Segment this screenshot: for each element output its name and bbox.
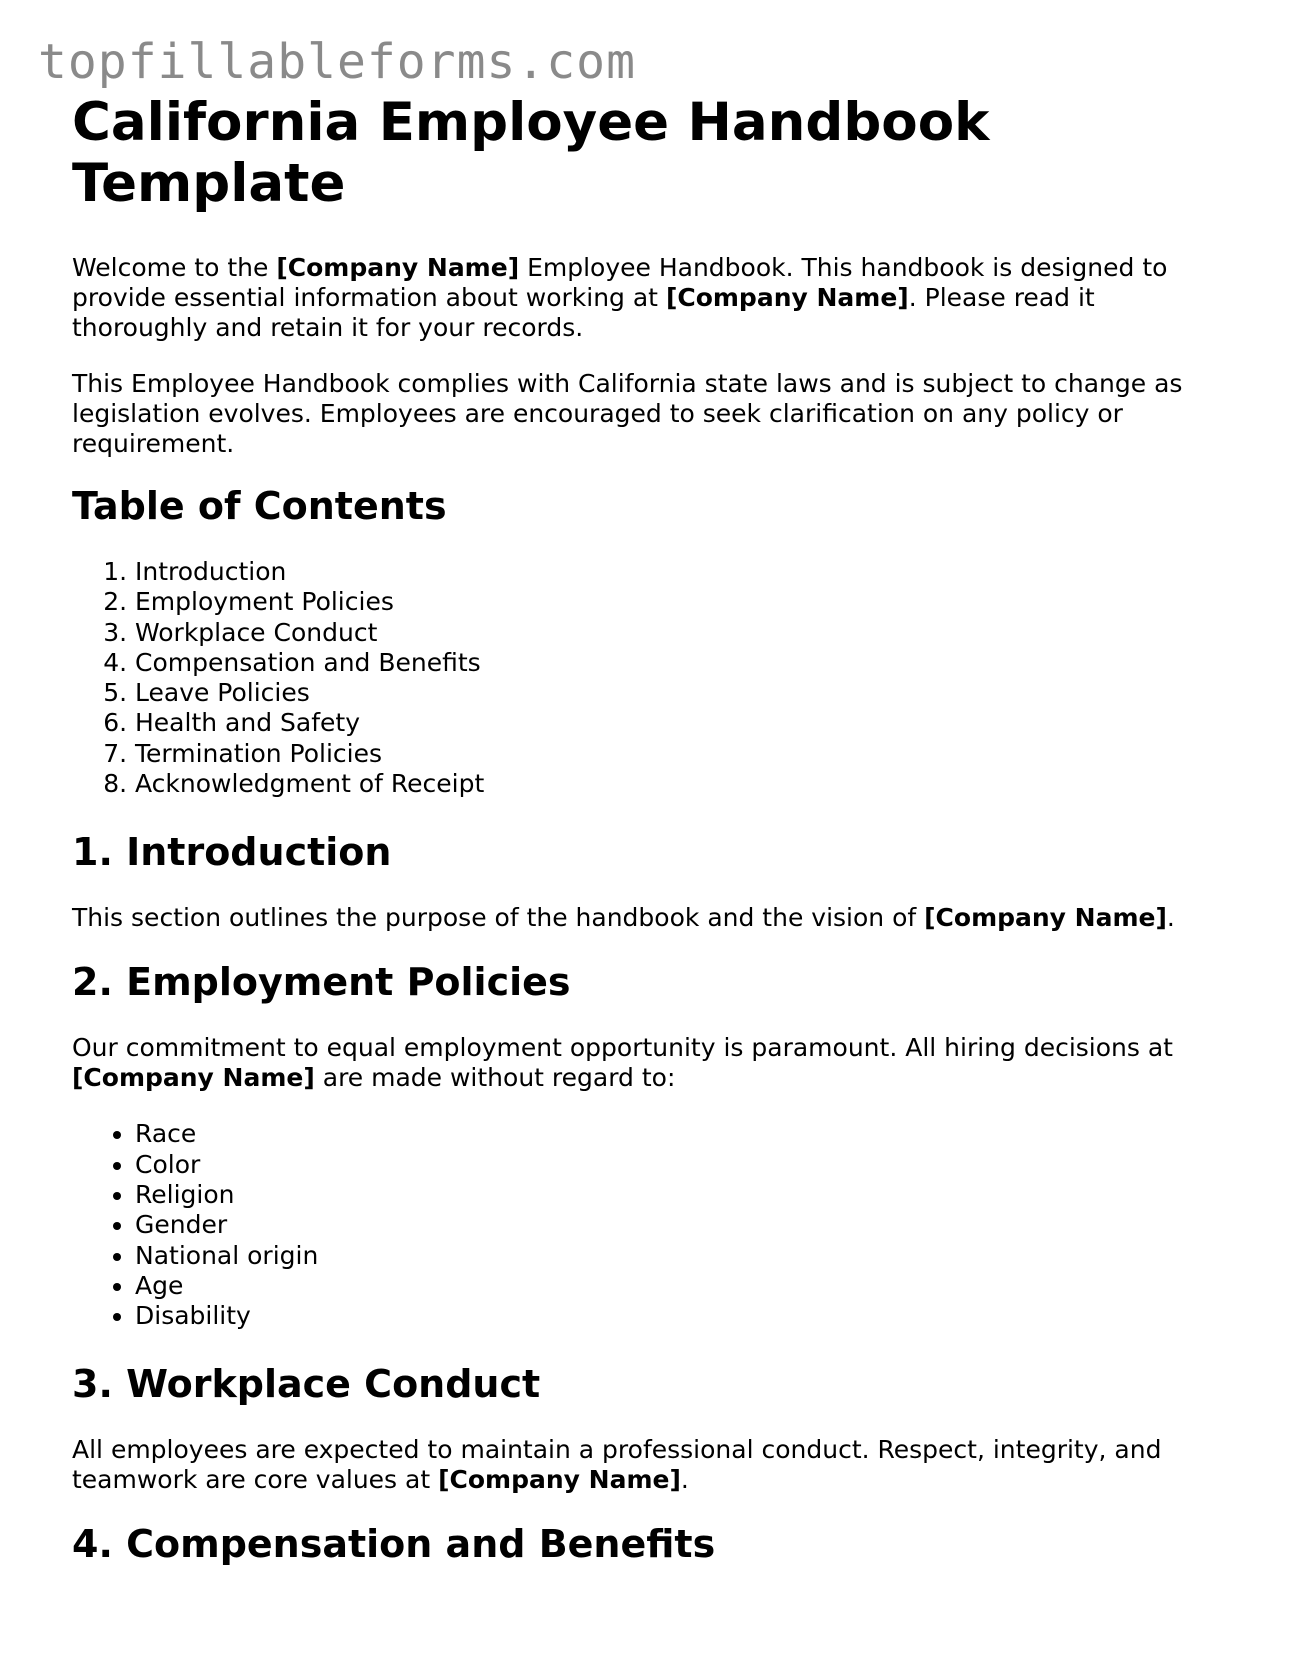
list-item: • Disability bbox=[135, 1301, 1232, 1331]
list-item: • Color bbox=[135, 1150, 1232, 1180]
intro-p1-after: . Please read it thoroughly and retain it for your records. bbox=[72, 283, 1095, 342]
toc-item: 8. Acknowledgment of Receipt bbox=[135, 769, 1232, 799]
intro-p1-middle: Employee Handbook. This handbook is designed to provide essential information about working at bbox=[72, 253, 1168, 312]
conduct-text-after: . bbox=[680, 1465, 689, 1495]
company-name-placeholder: [Company Name] bbox=[72, 1063, 315, 1093]
employment-text-before: Our commitment to equal employment opportunity is paramount. All hiring decisions at bbox=[72, 1033, 1173, 1063]
intro-section-after: . bbox=[1166, 903, 1175, 933]
section-introduction-text bbox=[72, 903, 1232, 933]
conduct-text-before: All employees are expected to maintain a professional conduct. Respect, integrity, and teamwork are core values at bbox=[72, 1435, 1162, 1495]
section-compensation-heading: 4. Compensation and Benefits bbox=[72, 1522, 716, 1567]
list-item: • Race bbox=[135, 1119, 1232, 1149]
intro-p1-before: Welcome to the bbox=[72, 253, 277, 282]
company-name-placeholder: [Company Name] bbox=[438, 1465, 681, 1495]
company-name-placeholder: [Company Name] bbox=[276, 253, 520, 282]
document-body bbox=[72, 92, 1232, 1595]
list-item: • National origin bbox=[135, 1241, 1232, 1271]
section-introduction-heading: 1. Introduction bbox=[72, 830, 392, 875]
section-workplace-conduct-text bbox=[72, 1435, 1232, 1495]
toc-item: 1. Introduction bbox=[135, 557, 1232, 587]
toc-heading: Table of Contents bbox=[72, 484, 447, 528]
intro-section-before: This section outlines the purpose of the handbook and the vision of bbox=[72, 903, 925, 933]
list-item: • Age bbox=[135, 1271, 1232, 1301]
toc-item: 5. Leave Policies bbox=[135, 678, 1232, 708]
company-name-placeholder: [Company Name] bbox=[665, 283, 909, 312]
list-item: • Religion bbox=[135, 1180, 1232, 1210]
toc-item: 7. Termination Policies bbox=[135, 739, 1232, 769]
employment-text-after: are made without regard to: bbox=[314, 1063, 676, 1093]
intro-paragraph-1 bbox=[72, 253, 1232, 343]
document-title: California Employee Handbook Template bbox=[72, 92, 990, 214]
section-employment-policies-text bbox=[72, 1033, 1232, 1093]
intro-paragraph-2: This Employee Handbook complies with California state laws and is subject to change as legislation evolves. Employees are encouraged to seek clarification on any policy or requirement. bbox=[72, 369, 1183, 458]
protected-categories-list bbox=[72, 1119, 1232, 1331]
section-employment-policies-heading: 2. Employment Policies bbox=[72, 960, 571, 1005]
company-name-placeholder: [Company Name] bbox=[924, 903, 1167, 933]
watermark: topfillableforms.com bbox=[38, 34, 636, 90]
toc-item: 4. Compensation and Benefits bbox=[135, 648, 1232, 678]
toc-item: 6. Health and Safety bbox=[135, 708, 1232, 738]
list-item: • Gender bbox=[135, 1210, 1232, 1240]
section-workplace-conduct-heading: 3. Workplace Conduct bbox=[72, 1362, 541, 1407]
toc-list bbox=[72, 557, 1232, 799]
toc-item: 2. Employment Policies bbox=[135, 587, 1232, 617]
toc-item: 3. Workplace Conduct bbox=[135, 618, 1232, 648]
